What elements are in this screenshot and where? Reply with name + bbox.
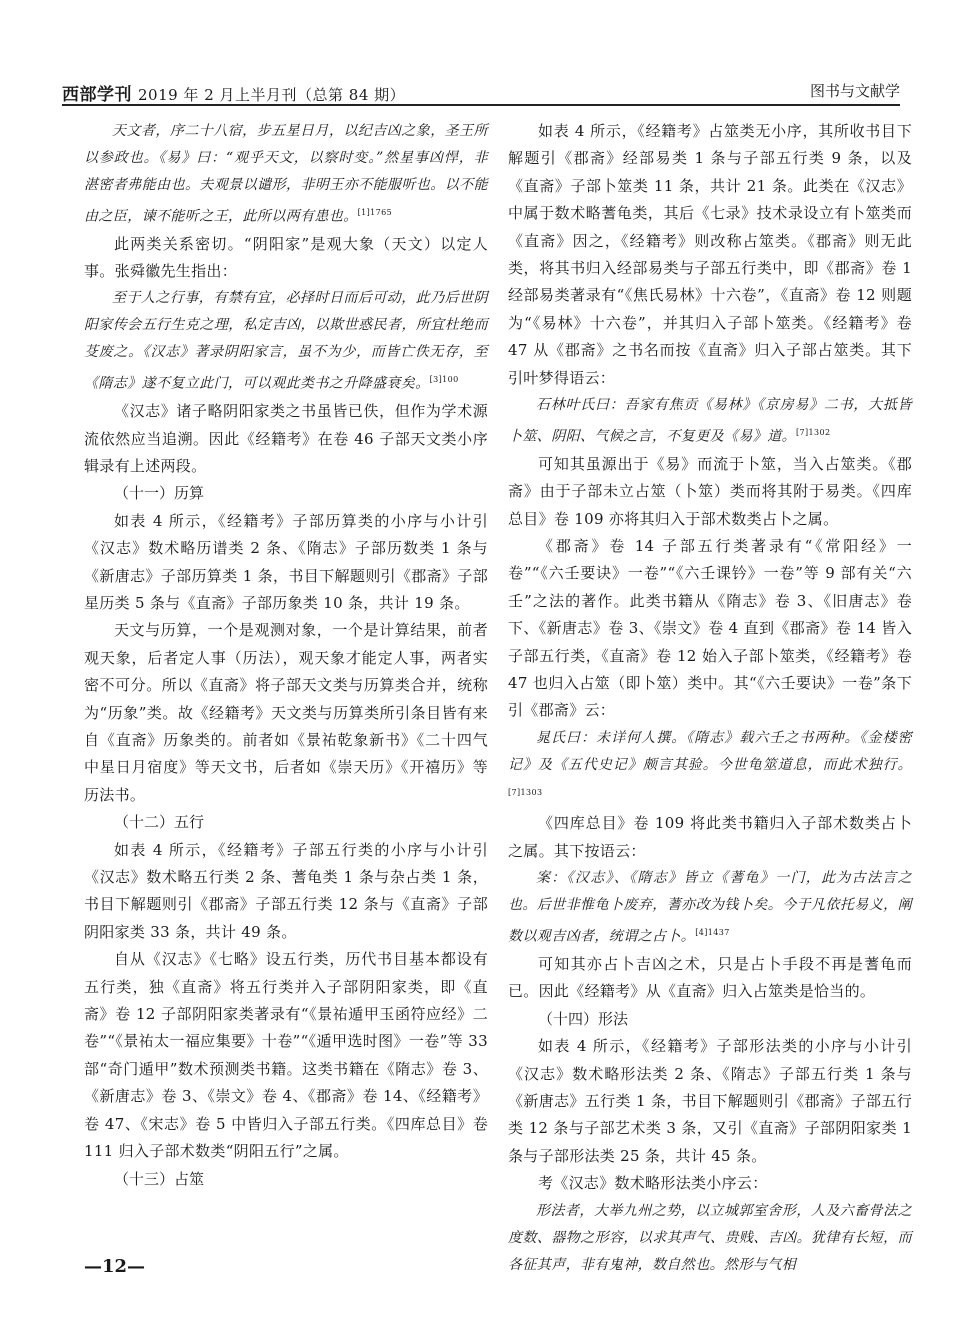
block-quote xyxy=(508,865,912,951)
section-subheading xyxy=(84,480,488,507)
paragraph-text: （十四）形法 xyxy=(538,1009,629,1028)
header-left xyxy=(62,80,405,105)
paragraph-text: 石林叶氏曰：吾家有焦贡《易林》《京房易》二书，大抵皆卜筮、阴阳、气候之言，不复更及《易》道。 xyxy=(508,397,912,445)
paragraph-text: （十二）五行 xyxy=(114,813,205,832)
citation-ref: [4]1437 xyxy=(695,928,730,938)
paragraph-text: 如表 4 所示，《经籍考》子部历算类的小序与小计引《汉志》数术略历谱类 2 条、《隋志》子部历数类 1 条与《新唐志》子部历算类 1 条，书目下解题则引《郡斋》子部星历类 5 条与《直斋》子部历象类 10 条，共计 19 条。 xyxy=(84,511,488,612)
paragraph-text: 形法者，大举九州之势，以立城郭室舍形，人及六畜骨法之度数、器物之形容，以求其声气、贵贱、吉凶。犹律有长短，而各征其声，非有鬼神，数自然也。然形与气相 xyxy=(508,1202,912,1273)
block-quote xyxy=(84,285,488,398)
body-paragraph xyxy=(84,508,488,618)
body-paragraph xyxy=(508,1033,912,1170)
body-paragraph xyxy=(508,118,912,392)
body-paragraph xyxy=(84,837,488,947)
paragraph-text: 晁氏曰：未详何人撰。《隋志》载六壬之书两种。《金楼密记》及《五代史记》颇言其验。今世龟筮道息，而此术独行。 xyxy=(508,729,912,773)
paragraph-text: 《汉志》诸子略阴阳家类之书虽皆已佚，但作为学术源流依然应当追溯。因此《经籍考》在卷 46 子部天文类小序辑录有上述两段。 xyxy=(84,402,488,475)
citation-ref: [7]1302 xyxy=(796,428,831,438)
citation-ref: [1]1765 xyxy=(357,208,393,217)
header-rule xyxy=(62,104,900,106)
paragraph-text: 天文者，序二十八宿，步五星日月，以纪吉凶之象，圣王所以参政也。《易》曰：“观乎天文，以察时变。”然星事凶悍，非湛密者弗能由也。夫观景以谴形，非明王亦不能服听也。以不能由之臣，谏不能听之王，此所以两有患也。 xyxy=(84,123,488,225)
paragraph-text: 如表 4 所示，《经籍考》子部五行类的小序与小计引《汉志》数术略五行类 2 条、蓍龟类 1 条与杂占类 1 条，书目下解题则引《郡斋》子部五行类 12 条与《直斋》子部阴阳家类 33 条，共计 49 条。 xyxy=(84,840,488,941)
paragraph-text: 如表 4 所示，《经籍考》子部形法类的小序与小计引《汉志》数术略形法类 2 条、《隋志》子部五行类 1 条与《新唐志》五行类 1 条，书目下解题则引《郡斋》子部五行类 12 条与子部艺术类 3 条，又引《直斋》子部阴阳家类 1 条与子部形法类 25 条，共计 45 条。 xyxy=(508,1037,912,1165)
right-column xyxy=(508,118,912,1279)
running-header xyxy=(62,76,900,106)
paragraph-text: 《四库总目》卷 109 将此类书籍归入子部术数类占卜之属。其下按语云： xyxy=(508,814,912,860)
section-subheading xyxy=(84,809,488,836)
page-number: —12— xyxy=(84,1256,146,1277)
body-paragraph xyxy=(508,1170,912,1197)
body-paragraph xyxy=(84,617,488,809)
body-paragraph xyxy=(508,810,912,865)
citation-ref: [3]100 xyxy=(429,375,459,385)
paragraph-text: 《郡斋》卷 14 子部五行类著录有“《常阳经》一卷”“《六壬要诀》一卷”“《六壬课钤》一卷”等 9 部有关“六壬”之法的著作。此类书籍从《隋志》卷 3、《旧唐志》卷下、《新唐志》卷 3、《崇文》卷 4 直到《郡斋》卷 14 皆入子部五行类，《直斋》卷 12 始入子部卜筮类，《经籍考》卷 47 也归入占筮（即卜筮）类中。其“《六壬要诀》一卷”条下引《郡斋》云： xyxy=(508,536,912,720)
block-quote xyxy=(508,392,912,451)
block-quote xyxy=(508,725,912,811)
paragraph-text: 考《汉志》数术略形法类小序云： xyxy=(538,1174,768,1193)
paragraph-text: 可知其虽源出于《易》而流于卜筮，当入占筮类。《郡斋》由于子部未立占筮（卜筮）类而将其附于易类。《四库总目》卷 109 亦将其归入于部术数类占卜之属。 xyxy=(508,454,912,528)
paragraph-text: （十一）历算 xyxy=(114,484,205,503)
paragraph-text: 此两类关系密切。“阴阳家”是观大象（天文）以定人事。张舜徽先生指出： xyxy=(84,234,488,281)
paragraph-text: 天文与历算，一个是观测对象，一个是计算结果，前者观天象，后者定人事（历法），观天象才能定人事，两者实密不可分。所以《直斋》将子部天文类与历算类合并，统称为“历象”类。故《经籍考》天文类与历算类所引条目皆有来自《直斋》历象类的。前者如《景祐乾象新书》《二十四气中星日月宿度》等天文书，后者如《崇天历》《开禧历》等历法书。 xyxy=(84,621,488,804)
body-paragraph xyxy=(508,451,912,533)
block-quote xyxy=(508,1198,912,1279)
body-paragraph xyxy=(508,533,912,725)
body-paragraph xyxy=(508,951,912,1006)
section-subheading xyxy=(84,1166,488,1193)
citation-ref: [7]1303 xyxy=(508,787,543,797)
paragraph-text: 如表 4 所示，《经籍考》占筮类无小序，其所收书目下解题引《郡斋》经部易类 1 条与子部五行类 9 条，以及《直斋》子部卜筮类 11 条，共计 21 条。此类在《汉志》中属于数术略蓍龟类，其后《七录》技术录设立有卜筮类而《直斋》因之，《经籍考》则改称占筮类。《郡斋》则无此类，将其书归入经部易类与子部五行类中，即《郡斋》卷 1 经部易类著录有“《焦氏易林》十六卷”，《直斋》卷 12 则题为“《易林》十六卷”，并其归入子部卜筮类。《经籍考》卷 47 从《郡斋》之书名而按《直斋》归入子部占筮类。其下引叶梦得语云： xyxy=(508,122,912,387)
issue-info: 2019 年 2 月上半月刊（总第 84 期） xyxy=(138,86,406,104)
section-subheading xyxy=(508,1006,912,1033)
paragraph-text: 自从《汉志》《七略》设五行类，历代书目基本都设有五行类，独《直斋》将五行类并入子部阴阳家类，即《直斋》卷 12 子部阴阳家类著录有“《景祐遁甲玉函符应经》二卷”“《景祐太一福应集要》十卷”“《遁甲选时图》一卷”等 33 部“奇门遁甲”数术预测类书籍。这类书籍在《隋志》卷 3、《新唐志》卷 3、《崇文》卷 4、《郡斋》卷 14、《经籍考》卷 47、《宋志》卷 5 中皆归入子部五行类。《四库总目》卷 111 归入子部术数类“阴阳五行”之属。 xyxy=(84,950,488,1161)
body-paragraph xyxy=(84,398,488,480)
block-quote xyxy=(84,118,488,231)
paragraph-text: 案：《汉志》、《隋志》皆立《蓍龟》一门，此为古法言之也。后世非惟龟卜废弃，蓍亦改为钱卜矣。今于凡依托易义，阐数以观吉凶者，统谓之占卜。 xyxy=(508,870,912,945)
body-paragraph xyxy=(84,231,488,286)
paragraph-text: （十三）占筮 xyxy=(114,1169,205,1188)
body-paragraph xyxy=(84,946,488,1165)
left-column xyxy=(84,118,488,1193)
paragraph-text: 至于人之行事，有禁有宜，必择时日而后可动，此乃后世阴阳家传会五行生克之理，私定吉凶，以欺世惑民者，所宜杜绝而芟废之。《汉志》著录阴阳家言，虽不为少，而皆亡佚无存，至《隋志》遂不复立此门，可以观此类书之升降盛衰矣。 xyxy=(84,290,488,393)
paragraph-text: 可知其亦占卜吉凶之术，只是占卜手段不再是蓍龟而已。因此《经籍考》从《直斋》归入占筮类是恰当的。 xyxy=(508,954,912,1001)
section-title: 图书与文献学 xyxy=(809,82,900,100)
journal-title: 西部学刊 xyxy=(62,85,132,105)
